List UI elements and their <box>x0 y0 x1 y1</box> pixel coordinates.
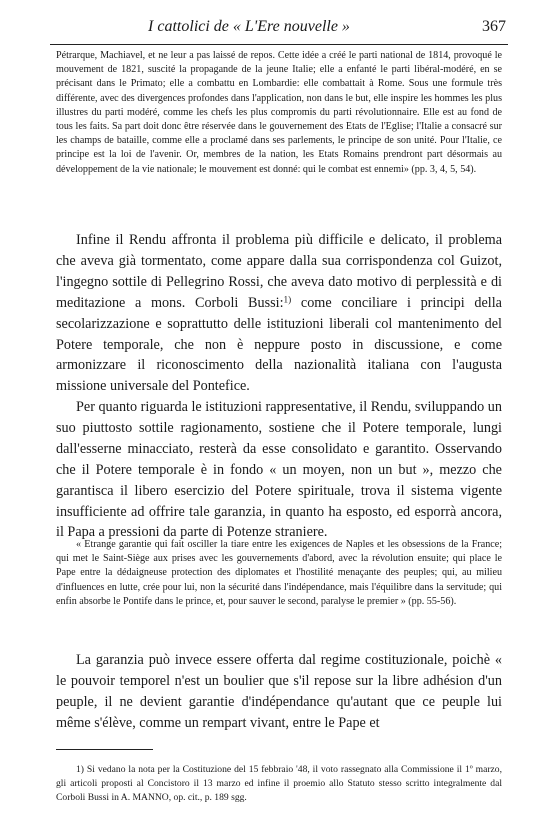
footnote-rule <box>56 749 153 750</box>
footnote-text: Si vedano la nota per la Costituzione del 15 febbraio '48, il voto rassegnato alla Commissione il 1º marzo, gli articoli proposti al Concistoro il 13 marzo ed infine il proemio allo Statuto stesso scritto integralmente dal Corboli Bussi in A. MANNO, op. cit., p. 189 sgg. <box>56 764 502 803</box>
page-header <box>50 8 508 38</box>
paragraph-text: Infine il Rendu affronta il problema più difficile e delicato, il problema che aveva già tormentato, come appare dalla sua corrispondenza col Guizot, l'ingegno sottile di Pellegrino Rossi, che aveva dato motivo di perplessità e di meditazione a mons. Corboli Bussi: <box>56 232 502 311</box>
paragraph-constitutional-regime: La garanzia può invece essere offerta dal regime costituzionale, poichè « le pouvoir temporel n'est un boulier que s'il repose sur la libre adhésion d'un peuple, il ne devient garantie d'indépendance qu'autant que ce peuple lui même s'élève, comme un rempart vivant, entre le Pape et <box>56 652 502 731</box>
block-quote-french-top: Pétrarque, Machiavel, et ne leur a pas laissé de repos. Cette idée a créé le parti national de 1814, provoqué le mouvement de 1821, suscité la propagande de la jeune Italie; elle a enfanté le parti libéral-modéré, en se précisant dans le Primato; elle a combattu en Lombardie: elle combattait à Rome. Sous une formule très différente, avec des divergences profondes dans l'application, non dans le but, elle inspire les hommes les plus illustres du parti modéré, comme les chefs les plus compromis du parti révolutionnaire. Elle est au fond de tous les faits. Sa part doit donc être réservée dans le gouvernement des Etats de l'Eglise; l'Italie a consacré sur les champs de bataille, comme elle a proclamé dans ses parlements, le principe de son unité. Pour l'Italie, ce principe est la loi de l'avenir. Or, membres de la nation, les Etats Romains prendront part désormais au développement de la vie nationale; le mouvement est donné: qui le combat est ennemi» (pp. 3, 4, 5, 54). <box>56 50 502 175</box>
page-number: 367 <box>482 18 506 35</box>
paragraph-text-continued: come conciliare i principi della secolarizzazione e soprattutto delle istituzioni liberali col mantenimento del Potere temporale, che non è neppure posto in discussione, e come armonizzare il riconoscimento della nazionalità italiana con l'augusta missione universale del Pontefice. <box>56 294 502 395</box>
header-rule <box>50 44 508 45</box>
running-head: I cattolici de « L'Ere nouvelle » <box>148 18 350 35</box>
footnote-marker: 1) <box>76 764 84 775</box>
footnote <box>56 763 502 804</box>
paragraph-rendu-problem <box>56 230 502 397</box>
footnote-reference[interactable]: 1) <box>283 294 292 305</box>
block-quote-french-mid: « Etrange garantie qui fait osciller la tiare entre les exigences de Naples et les obsessions de la France; qui met le Saint-Siège aux prises avec les gouvernements d'abord, avec la révolution ensuite; qui place le Pape entre la dédaigneuse protection des diplomates et l'hostilité menaçante des peuples; qui, au milieu d'influences en lutte, crée pour lui, non la sécurité dans l'indépendance, mais l'équilibre dans la servitude; qui enfin absorbe le Pontife dans le prince, et, pour sauver le second, paralyse le premier » (pp. 55-56). <box>56 539 502 607</box>
paragraph-representative-institutions: Per quanto riguarda le istituzioni rappresentative, il Rendu, sviluppando un suo piuttosto sottile ragionamento, sostiene che il Potere temporale, lungi dall'esserne minacciato, resterà da esse consolidato e garantito. Osservando che il Potere temporale è in fondo « un moyen, non un but », mezzo che garantisca il libero esercizio del Potere spirituale, trova il sistema vigente insufficiente ad offrire tale garanzia, in quanto ha esposto, ed esporrà ancora, il Papa a pressioni da parte di Potenze straniere. <box>56 399 502 541</box>
